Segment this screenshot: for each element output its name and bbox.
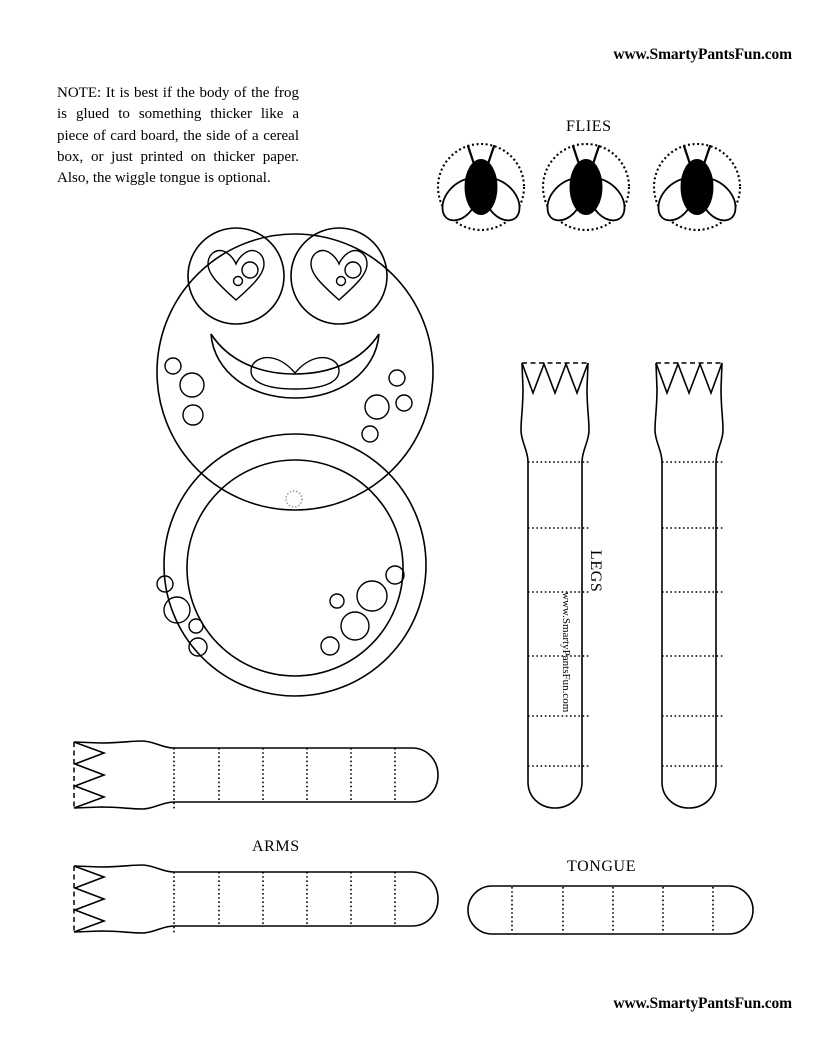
flies-label: FLIES — [566, 118, 612, 135]
fly-antenna-right-icon — [704, 146, 710, 164]
body-spot — [321, 637, 339, 655]
fly-body-icon — [570, 159, 603, 215]
fly-antenna-left-icon — [573, 146, 579, 164]
fly-antenna-right-icon — [488, 146, 494, 164]
body-inner-belly-circle — [187, 460, 403, 676]
head-spot — [389, 370, 405, 386]
eye-right — [291, 228, 387, 324]
fly-group-3 — [654, 144, 740, 230]
arm-hand-zigzag — [74, 866, 104, 932]
body-spot — [330, 594, 344, 608]
head-spot — [165, 358, 181, 374]
footer-website: www.SmartyPantsFun.com — [613, 995, 792, 1012]
frog-body-part — [157, 434, 426, 696]
eye-right-highlight-small — [337, 277, 346, 286]
mouth-upper-lip — [211, 334, 379, 374]
body-spot — [386, 566, 404, 584]
fly-body-icon — [465, 159, 498, 215]
head-spot — [365, 395, 389, 419]
fly-group-1 — [438, 144, 524, 230]
leg-watermark-text: www.SmartyPantsFun.com — [560, 592, 572, 713]
legs-label: LEGS — [587, 550, 604, 593]
frog-head-part — [157, 228, 433, 510]
leg-outline — [521, 363, 589, 808]
head-spot — [183, 405, 203, 425]
leg-outline — [655, 363, 723, 808]
mouth-tongue-shape — [251, 358, 339, 389]
fly-body-icon — [681, 159, 714, 215]
arms-label: ARMS — [252, 838, 300, 855]
body-outer-circle — [164, 434, 426, 696]
eye-left-highlight-small — [234, 277, 243, 286]
head-spot — [396, 395, 412, 411]
body-fastener-hole — [286, 491, 302, 507]
leg-foot-zigzag — [522, 363, 588, 393]
fly-antenna-left-icon — [684, 146, 690, 164]
tongue-label: TONGUE — [567, 858, 637, 875]
arm-outline — [74, 865, 438, 933]
arm-outline — [74, 741, 438, 809]
fly-group-2 — [543, 144, 629, 230]
head-spot — [180, 373, 204, 397]
leg-part-right — [655, 363, 723, 808]
body-spot — [189, 619, 203, 633]
eye-left-highlight-large — [242, 262, 258, 278]
note-text: NOTE: It is best if the body of the frog is glued to something thicker like a piece of card board, the side of a cereal box, or just printed on thicker paper. Also, the wiggle tongue is optional. — [57, 85, 299, 187]
arm-part-bottom — [74, 865, 438, 933]
leg-part-left — [521, 363, 589, 808]
tongue-outline — [468, 886, 753, 934]
arm-part-top — [74, 741, 438, 809]
eye-right-highlight-large — [345, 262, 361, 278]
body-spot — [164, 597, 190, 623]
fly-antenna-right-icon — [593, 146, 599, 164]
eye-left — [188, 228, 284, 324]
body-spot — [341, 612, 369, 640]
head-spot — [362, 426, 378, 442]
leg-foot-zigzag — [656, 363, 722, 393]
body-spot — [357, 581, 387, 611]
arm-hand-zigzag — [74, 742, 104, 808]
fly-antenna-left-icon — [468, 146, 474, 164]
tongue-part — [468, 886, 753, 934]
header-website: www.SmartyPantsFun.com — [613, 46, 792, 63]
